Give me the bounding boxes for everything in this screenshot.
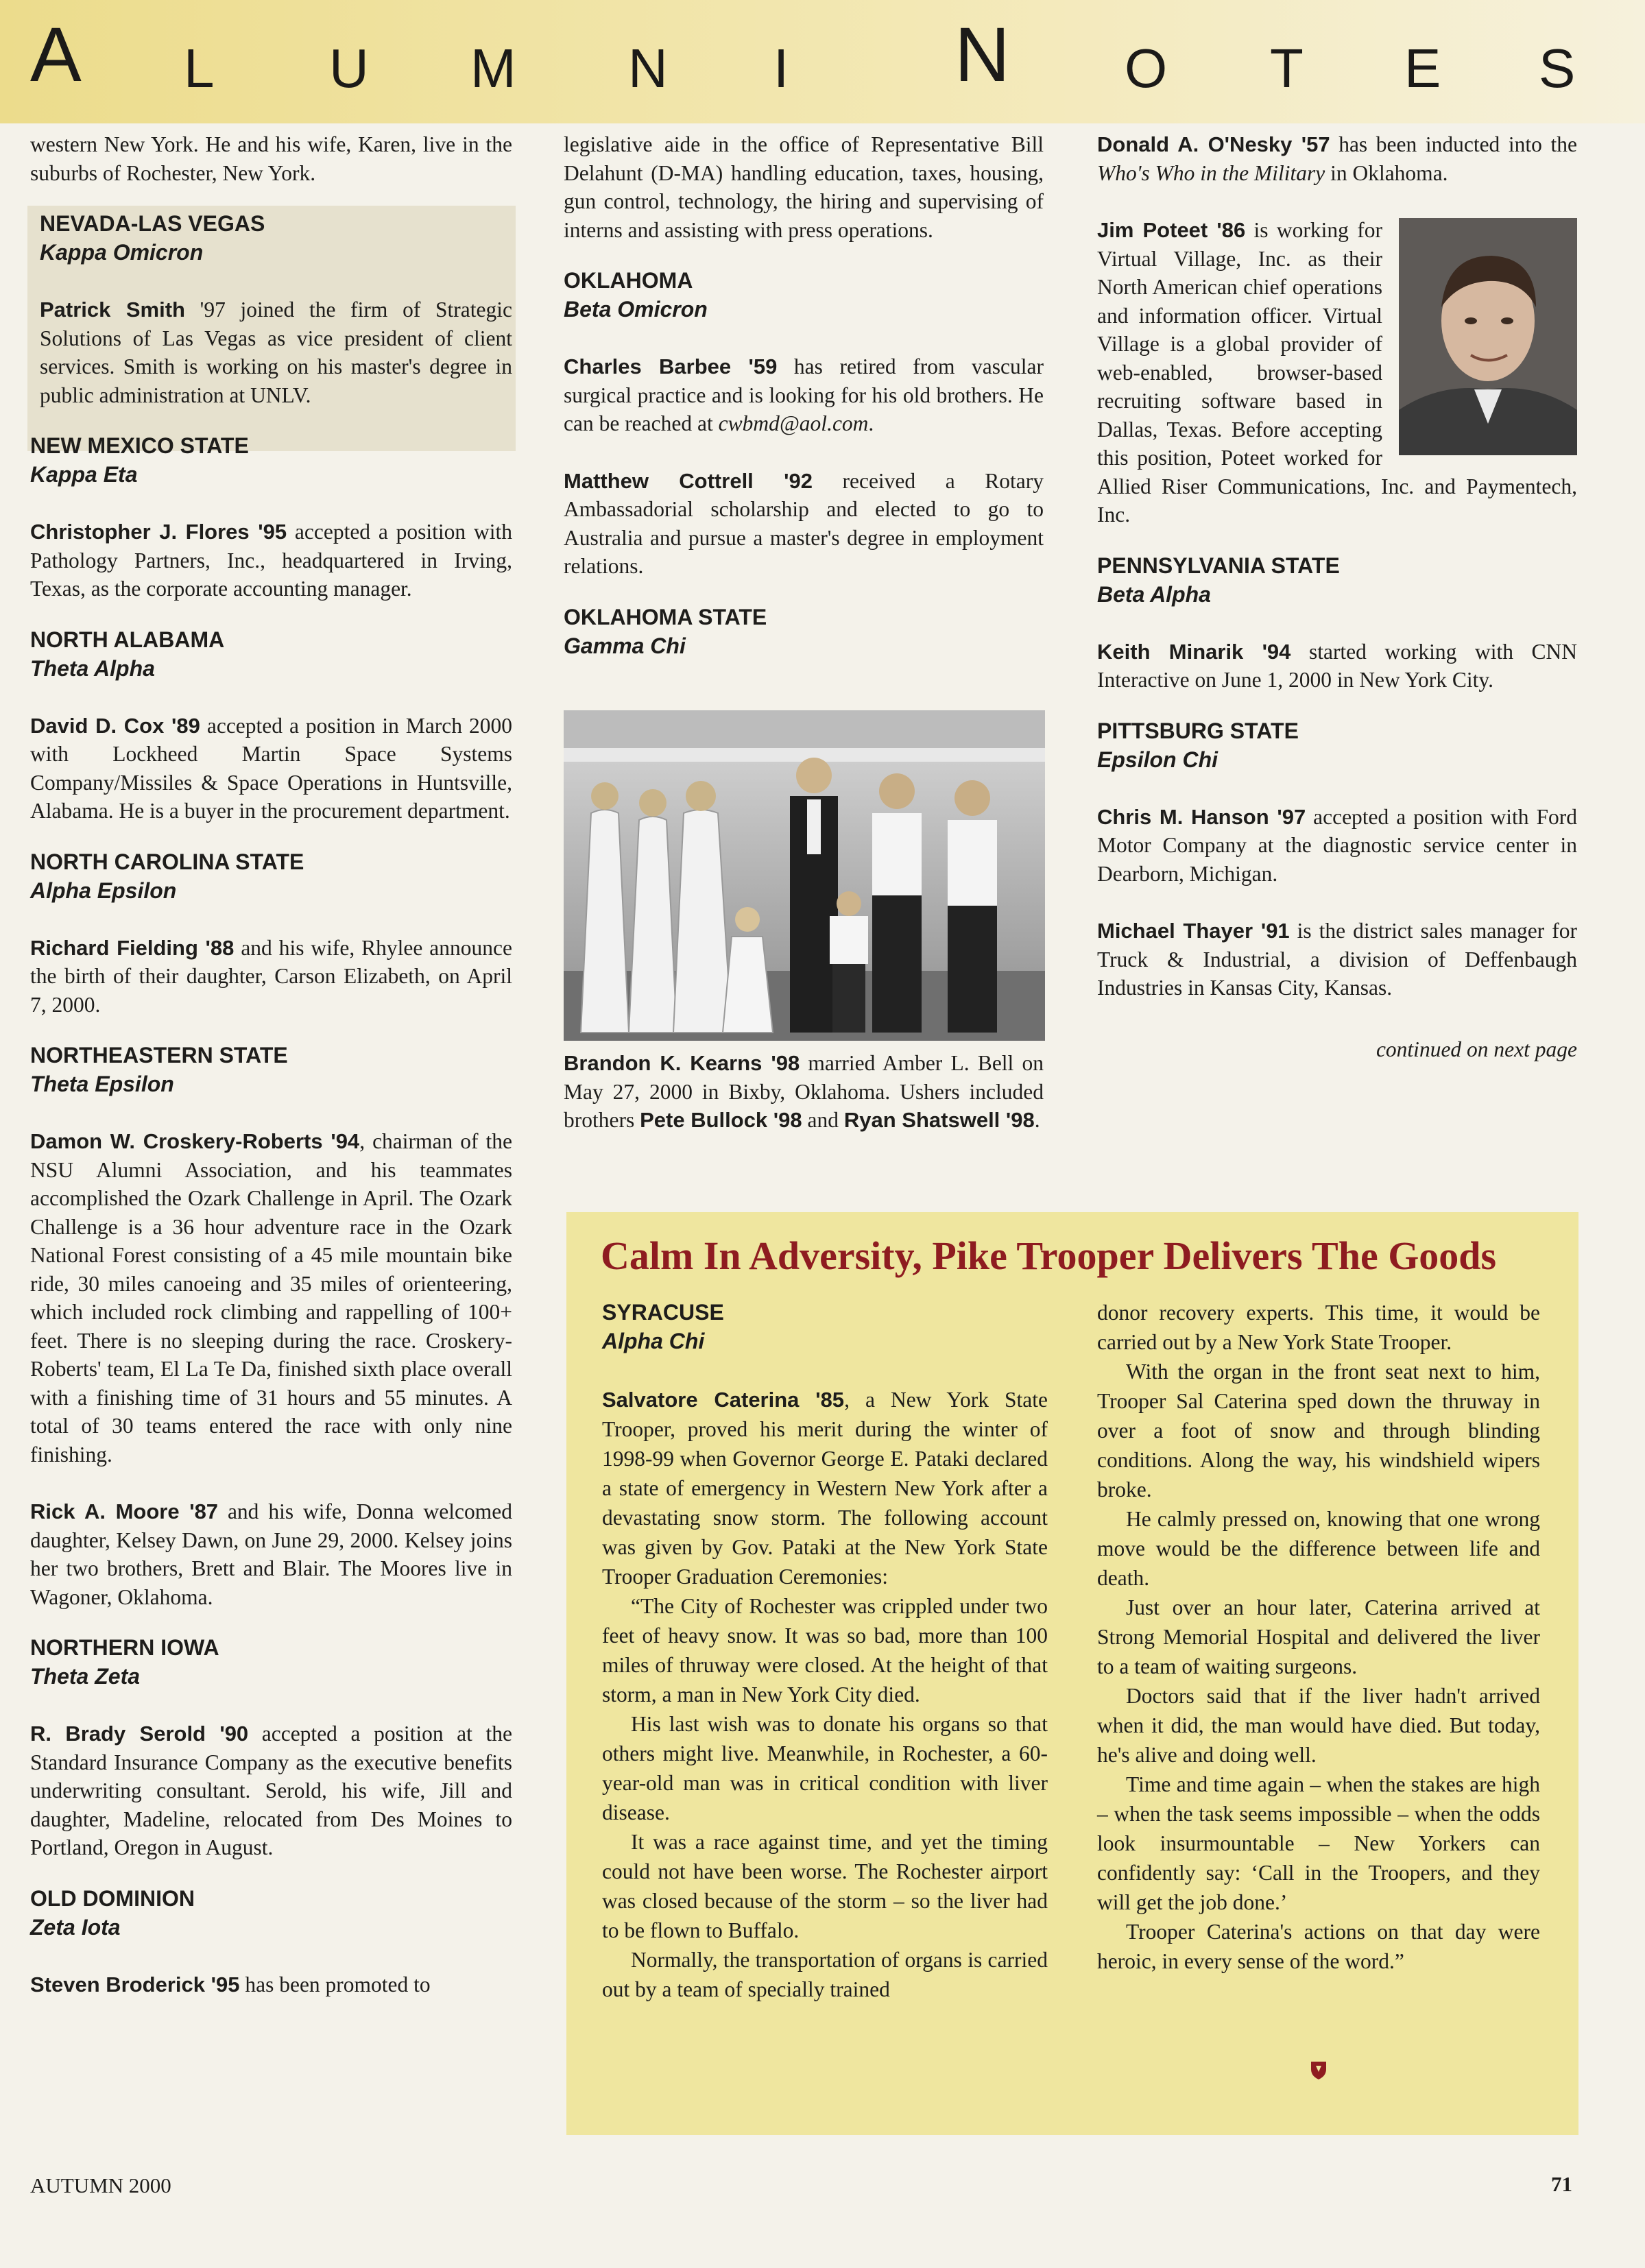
alumni-name: Rick A. Moore '87	[30, 1499, 219, 1523]
alumni-name: Patrick Smith	[40, 298, 185, 322]
section-northeastern-state	[30, 1041, 512, 1611]
alumni-name: David D. Cox '89	[30, 713, 200, 738]
alumni-name: Donald A. O'Nesky '57	[1097, 132, 1330, 156]
feature-paragraph: Time and time again – when the stakes are high – when the task seems impossible – when the odds look insurmountable – New Yorkers can confidently say: ‘Call in the Troopers, and they will get the job done.’	[1097, 1772, 1540, 1914]
feature-paragraph: He calmly pressed on, knowing that one wrong move would be the difference between life and death.	[1097, 1507, 1540, 1590]
alumni-entry	[564, 352, 1044, 438]
chapter-name: Beta Alpha	[1097, 581, 1211, 607]
entry-text: and	[802, 1108, 844, 1132]
entry-text: and his wife, Donna welcomed daughter, Kelsey Dawn, on June 29, 2000. Kelsey joins her two brothers, Brett and Blair. The Moores live in Wagoner, Oklahoma.	[30, 1499, 512, 1609]
section-oklahoma	[564, 266, 1044, 581]
chapter-name: Kappa Omicron	[40, 240, 204, 265]
alumni-entry	[30, 1970, 512, 1999]
entry-text: .	[1034, 1108, 1040, 1132]
chapter-name: Zeta Iota	[30, 1914, 121, 1940]
chapter-name: Theta Epsilon	[30, 1072, 174, 1096]
entry-text: accepted a position in March 2000 with Lockheed Martin Space Systems Company/Missiles & Space Operations in Huntsville, Alabama. He is a buyer in the procurement department.	[30, 713, 512, 823]
portrait-spacer	[1392, 215, 1577, 456]
entry-text: legislative aide in the office of Representative Bill Delahunt (D-MA) handling education, taxes, housing, gun control, technology, the hiring and supervising of interns and assisting with press operations.	[564, 132, 1044, 242]
feature-paragraph: donor recovery experts. This time, it would be carried out by a New York State Trooper.	[1097, 1301, 1540, 1354]
alumni-name: Keith Minarik '94	[1097, 639, 1291, 664]
alumni-entry	[30, 934, 512, 1020]
school-heading: PENNSYLVANIA STATE	[1097, 553, 1340, 578]
column-1	[30, 130, 512, 1999]
section-old-dominion	[30, 1884, 512, 1999]
section-north-alabama	[30, 625, 512, 825]
entry-text: '97 joined the firm of Strategic Solutions of Las Vegas as vice president of client services. Smith is working on his master's degree in public administration at UNLV.	[40, 298, 512, 407]
alumni-entry	[30, 1497, 512, 1611]
feature-paragraph	[602, 1385, 1048, 1591]
masthead-letter: N	[954, 12, 1010, 97]
masthead-letter: A	[30, 12, 82, 97]
entry-text: started working with CNN Interactive on June 1, 2000 in New York City.	[1097, 639, 1577, 692]
masthead-letter: T	[1270, 38, 1304, 99]
page-number: 71	[1551, 2172, 1572, 2196]
entry-text: and his wife, Rhylee announce the birth of their daughter, Carson Elizabeth, on April 7, 2000.	[30, 935, 512, 1017]
alumni-entry	[1097, 917, 1577, 1002]
school-heading: SYRACUSE	[602, 1300, 724, 1325]
feature-paragraph: Normally, the transportation of organs is carried out by a team of specially trained	[602, 1948, 1048, 2001]
alumni-name: Richard Fielding '88	[30, 935, 235, 960]
entry-text: accepted a position with Ford Motor Company at the diagnostic service center in Dearborn, Michigan.	[1097, 804, 1577, 886]
chapter-name: Gamma Chi	[564, 633, 686, 658]
chapter-name: Epsilon Chi	[1097, 747, 1218, 772]
alumni-name: Christopher J. Flores '95	[30, 520, 287, 544]
email-address[interactable]: cwbmd@aol.com	[718, 411, 869, 435]
feature-column-1	[602, 1298, 1048, 2004]
alumni-entry	[30, 518, 512, 603]
entry-text: is the district sales manager for Truck & Industrial, a division of Deffenbaugh Industries in Kansas City, Kansas.	[1097, 919, 1577, 1000]
entry-text: has been promoted to	[239, 1972, 431, 1996]
alumni-entry	[1097, 803, 1577, 889]
section-oklahoma-state	[564, 603, 1044, 660]
entry-text: , chairman of the NSU Alumni Association, and his teammates accomplished the Ozark Challenge in April. The Ozark Challenge is a 36 hour adventure race in the Ozark National Forest consisting of a 45 mile mountain bike ride, 30 miles canoeing and 35 miles of orienteering, which included rock climbing and rappelling of 100+ feet. There is no sleeping during the race. Croskery-Roberts' team, El La Te Da, finished sixth place overall with a finishing time of 31 hours and 55 minutes. A total of 30 teams entered the race with only nine finishing.	[30, 1129, 512, 1467]
chapter-name: Theta Alpha	[30, 655, 155, 681]
alumni-name: Damon W. Croskery-Roberts '94	[30, 1129, 360, 1153]
school-heading: OKLAHOMA	[564, 268, 693, 293]
chapter-name: Alpha Epsilon	[30, 878, 177, 903]
alumni-entry	[40, 295, 512, 409]
alumni-name: Charles Barbee '59	[564, 354, 778, 378]
alumni-name: Ryan Shatswell '98	[843, 1108, 1035, 1132]
masthead-letter: N	[628, 38, 668, 99]
masthead-letter: M	[470, 38, 516, 99]
continued-note: continued on next page	[1376, 1037, 1577, 1061]
alumni-entry	[564, 467, 1044, 581]
section-new-mexico-state	[30, 431, 512, 603]
alumni-name: Brandon K. Kearns '98	[564, 1051, 800, 1075]
publication-title: Who's Who in the Military	[1097, 160, 1325, 185]
section-pittsburg-state	[1097, 716, 1577, 1002]
alumni-entry	[30, 712, 512, 825]
chapter-name: Theta Zeta	[30, 1664, 141, 1689]
entry-text: married Amber L. Bell on May 27, 2000 in Bixby, Oklahoma. Ushers included brothers	[564, 1051, 1044, 1132]
section-northern-iowa	[30, 1633, 512, 1862]
school-heading: NEVADA-LAS VEGAS	[40, 211, 265, 236]
entry-text: has retired from vascular surgical practice and is looking for his old brothers. He can be reached at	[564, 354, 1044, 435]
entry-text: is working for Virtual Village, Inc. as their North American chief operations and information officer. Virtual Village is a global provider of web-enabled, browser-based recruiting software based in Dallas, Texas. Before accepting this position, Poteet worked for Allied Riser Communications, Inc. and Paymentech, Inc.	[1097, 218, 1577, 527]
alumni-entry	[1097, 638, 1577, 695]
entry-text: western New York. He and his wife, Karen, live in the suburbs of Rochester, New York.	[30, 132, 512, 185]
school-heading: NORTH CAROLINA STATE	[30, 849, 304, 874]
entry-text: accepted a position at the Standard Insurance Company as the executive benefits underwriting consultant. Serold, his wife, Jill and daughter, Madeline, relocated from Des Moines to Portland, Oregon in August.	[30, 1722, 512, 1859]
feature-paragraph: With the organ in the front seat next to him, Trooper Sal Caterina sped down the thruway in over a foot of snow and through blinding conditions. Along the way, his windshield wipers broke.	[1097, 1360, 1540, 1501]
feature-title: Calm In Adversity, Pike Trooper Delivers The Goods	[601, 1233, 1497, 1278]
school-heading: NORTHEASTERN STATE	[30, 1043, 288, 1067]
alumni-name: Michael Thayer '91	[1097, 919, 1290, 943]
chapter-name: Alpha Chi	[602, 1329, 705, 1353]
feature-paragraph: Trooper Caterina's actions on that day were heroic, in every sense of the word.”	[1097, 1920, 1540, 1973]
entry-text: , a New York State Trooper, proved his merit during the winter of 1998-99 when Governor George E. Pataki declared a state of emergency in Western New York after a devastating snow storm. The following account was given by Gov. Pataki at the New York State Trooper Graduation Ceremonies:	[602, 1388, 1048, 1589]
chapter-name: Beta Omicron	[564, 297, 708, 322]
school-heading: OLD DOMINION	[30, 1885, 195, 1911]
alumni-name: Matthew Cottrell '92	[564, 468, 813, 493]
alumni-entry	[1097, 130, 1577, 187]
school-heading: NORTH ALABAMA	[30, 627, 225, 652]
feature-paragraph: Doctors said that if the liver hadn't arrived when it did, the man would have died. But today, he's alive and doing well.	[1097, 1684, 1540, 1767]
masthead-letter: O	[1125, 38, 1168, 99]
section-pennsylvania-state	[1097, 551, 1577, 695]
masthead-letter: S	[1539, 38, 1576, 99]
alumni-entry	[30, 1720, 512, 1862]
alumni-name: Pete Bullock '98	[640, 1108, 802, 1132]
masthead-letter: U	[329, 38, 369, 99]
alumni-name: Steven Broderick '95	[30, 1972, 240, 1996]
masthead	[0, 0, 1645, 123]
feature-column-2	[1097, 1298, 1540, 1976]
wedding-photo	[564, 710, 1045, 1041]
school-heading: NORTHERN IOWA	[30, 1635, 219, 1660]
masthead-letter: E	[1404, 38, 1441, 99]
section-north-carolina-state	[30, 847, 512, 1020]
alumni-entry	[30, 1127, 512, 1469]
masthead-letter: L	[184, 38, 215, 99]
alumni-name: Jim Poteet '86	[1097, 218, 1246, 242]
school-heading: OKLAHOMA STATE	[564, 604, 767, 629]
issue-label: AUTUMN 2000	[30, 2173, 171, 2197]
feature-paragraph: It was a race against time, and yet the timing could not have been worse. The Rochester airport was closed because of the storm – so the liver had to be flown to Buffalo.	[602, 1830, 1048, 1942]
entry-text: in Oklahoma.	[1325, 160, 1448, 185]
alumni-name: Salvatore Caterina '85	[602, 1388, 845, 1412]
photo-caption	[564, 1049, 1044, 1135]
school-heading: NEW MEXICO STATE	[30, 433, 249, 458]
entry-text: received a Rotary Ambassadorial scholarship and elected to go to Australia and pursue a master's degree in employment relations.	[564, 468, 1044, 578]
column-3	[1097, 130, 1577, 1063]
entry-text: has been inducted into the	[1330, 132, 1577, 156]
chapter-name: Kappa Eta	[30, 462, 138, 487]
feature-paragraph: His last wish was to donate his organs so that others might live. Meanwhile, in Rochester, a 60-year-old man was in critical condition with liver disease.	[602, 1712, 1048, 1824]
entry-text: accepted a position with Pathology Partners, Inc., headquartered in Irving, Texas, as the corporate accounting manager.	[30, 520, 512, 601]
section-nevada-las-vegas	[40, 209, 512, 409]
feature-paragraph: “The City of Rochester was crippled under two feet of heavy snow. It was so bad, more than 100 miles of thruway were closed. At the height of that storm, a man in New York City died.	[602, 1594, 1048, 1706]
end-mark-shield-icon	[1310, 2060, 1328, 2080]
alumni-name: R. Brady Serold '90	[30, 1722, 249, 1746]
school-heading: PITTSBURG STATE	[1097, 718, 1299, 743]
feature-paragraph: Just over an hour later, Caterina arrived at Strong Memorial Hospital and delivered the liver to a team of waiting surgeons.	[1097, 1595, 1540, 1678]
column-2	[564, 130, 1044, 660]
entry-text: .	[868, 411, 874, 435]
alumni-name: Chris M. Hanson '97	[1097, 804, 1306, 829]
masthead-letter: I	[773, 38, 789, 99]
